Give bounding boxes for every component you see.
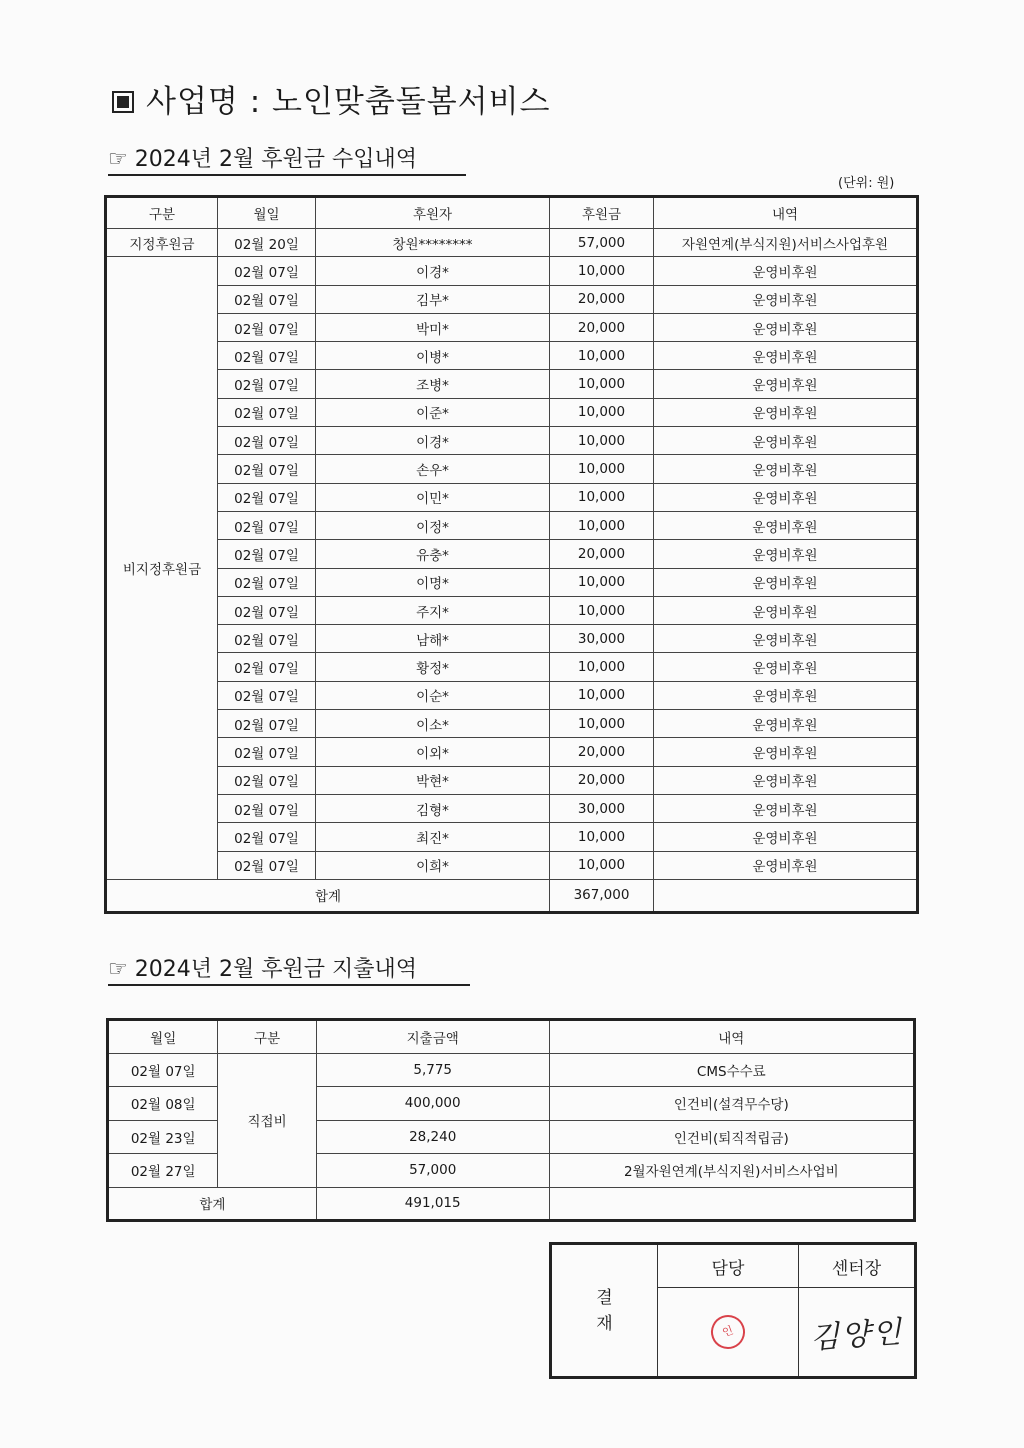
- cell-amount: 10,000: [550, 455, 654, 483]
- cell-donor: 박현*: [316, 766, 550, 794]
- cell-amount: 30,000: [550, 794, 654, 822]
- header-amount: 지출금액: [316, 1020, 549, 1054]
- cell-amount: 10,000: [550, 823, 654, 851]
- cell-date: 02월 07일: [218, 313, 316, 341]
- table-row: [106, 398, 918, 426]
- header-category: 구분: [106, 197, 218, 229]
- table-row: [106, 568, 918, 596]
- cell-date: 02월 07일: [218, 851, 316, 879]
- total-amount: 491,015: [316, 1187, 549, 1221]
- cell-donor: 최진*: [316, 823, 550, 851]
- cell-date: 02월 07일: [218, 823, 316, 851]
- cell-date: 02월 07일: [218, 596, 316, 624]
- cell-donor: 이병*: [316, 342, 550, 370]
- cell-date: 02월 07일: [218, 342, 316, 370]
- cell-description: 운영비후원: [654, 285, 918, 313]
- cell-date: 02월 07일: [218, 455, 316, 483]
- approval-label-1: 결: [596, 1287, 613, 1308]
- cell-description: 운영비후원: [654, 313, 918, 341]
- cell-date: 02월 20일: [218, 229, 316, 257]
- seal-stamp: 인: [706, 1310, 750, 1354]
- cell-amount: 10,000: [550, 653, 654, 681]
- cell-description: 운영비후원: [654, 455, 918, 483]
- cell-date: 02월 23일: [108, 1120, 218, 1154]
- cell-date: 02월 27일: [108, 1154, 218, 1188]
- cell-donor: 이정*: [316, 511, 550, 539]
- expense-table: [106, 1018, 916, 1222]
- staff-seal-cell: [657, 1288, 798, 1378]
- total-amount: 367,000: [550, 879, 654, 912]
- table-row: [106, 823, 918, 851]
- total-description: [549, 1187, 914, 1221]
- table-row: [106, 511, 918, 539]
- table-row: [106, 427, 918, 455]
- cell-amount: 10,000: [550, 342, 654, 370]
- cell-date: 02월 07일: [218, 625, 316, 653]
- non-designated-category: 비지정후원금: [106, 257, 218, 880]
- cell-description: 운영비후원: [654, 370, 918, 398]
- income-heading: ☞ 2024년 2월 후원금 수입내역: [108, 142, 466, 176]
- cell-description: 운영비후원: [654, 483, 918, 511]
- header-description: 내역: [654, 197, 918, 229]
- cell-description: 운영비후원: [654, 342, 918, 370]
- cell-amount: 10,000: [550, 568, 654, 596]
- cell-donor: 창원********: [316, 229, 550, 257]
- cell-amount: 10,000: [550, 370, 654, 398]
- table-row: [106, 738, 918, 766]
- cell-amount: 10,000: [550, 710, 654, 738]
- cell-donor: 이준*: [316, 398, 550, 426]
- square-bullet-icon: [112, 91, 134, 113]
- table-row: [106, 794, 918, 822]
- table-row: [106, 370, 918, 398]
- table-row: [106, 596, 918, 624]
- cell-amount: 20,000: [550, 540, 654, 568]
- cell-donor: 남해*: [316, 625, 550, 653]
- cell-amount: 10,000: [550, 851, 654, 879]
- cell-donor: 유충*: [316, 540, 550, 568]
- cell-amount: 10,000: [550, 398, 654, 426]
- cell-amount: 10,000: [550, 483, 654, 511]
- cell-date: 02월 08일: [108, 1087, 218, 1121]
- table-row: [106, 766, 918, 794]
- cell-amount: 57,000: [550, 229, 654, 257]
- cell-description: 운영비후원: [654, 794, 918, 822]
- table-row: [106, 540, 918, 568]
- header-date: 월일: [218, 197, 316, 229]
- cell-donor: 이순*: [316, 681, 550, 709]
- cell-date: 02월 07일: [218, 568, 316, 596]
- cell-donor: 이명*: [316, 568, 550, 596]
- total-description: [654, 879, 918, 912]
- document-title-text: 사업명 : 노인맞춤돌봄서비스: [146, 84, 551, 120]
- cell-description: 인건비(설격무수당): [549, 1087, 914, 1121]
- table-row: [106, 455, 918, 483]
- cell-amount: 400,000: [316, 1087, 549, 1121]
- cell-amount: 20,000: [550, 766, 654, 794]
- cell-donor: 이희*: [316, 851, 550, 879]
- cell-donor: 이소*: [316, 710, 550, 738]
- cell-donor: 김형*: [316, 794, 550, 822]
- cell-description: 운영비후원: [654, 540, 918, 568]
- cell-amount: 10,000: [550, 596, 654, 624]
- cell-date: 02월 07일: [218, 738, 316, 766]
- cell-description: 운영비후원: [654, 738, 918, 766]
- cell-description: 운영비후원: [654, 257, 918, 285]
- designated-category: 지정후원금: [106, 229, 218, 257]
- cell-description: 운영비후원: [654, 398, 918, 426]
- cell-amount: 10,000: [550, 257, 654, 285]
- cell-date: 02월 07일: [218, 398, 316, 426]
- cell-donor: 김부*: [316, 285, 550, 313]
- header-description: 내역: [549, 1020, 914, 1054]
- cell-date: 02월 07일: [218, 681, 316, 709]
- header-date: 월일: [108, 1020, 218, 1054]
- cell-amount: 57,000: [316, 1154, 549, 1188]
- cell-donor: 손우*: [316, 455, 550, 483]
- table-row: [106, 681, 918, 709]
- expense-total-row: [108, 1187, 915, 1221]
- cell-date: 02월 07일: [218, 766, 316, 794]
- table-row: [108, 1053, 915, 1087]
- cell-donor: 이민*: [316, 483, 550, 511]
- cell-description: 운영비후원: [654, 511, 918, 539]
- document-title: [112, 76, 551, 121]
- approval-label-2: 재: [596, 1313, 613, 1334]
- cell-amount: 30,000: [550, 625, 654, 653]
- cell-date: 02월 07일: [218, 540, 316, 568]
- cell-donor: 박미*: [316, 313, 550, 341]
- cell-donor: 조병*: [316, 370, 550, 398]
- cell-amount: 10,000: [550, 511, 654, 539]
- cell-date: 02월 07일: [218, 511, 316, 539]
- role-director: 센터장: [799, 1244, 916, 1288]
- handwritten-signature: 김양인: [809, 1314, 905, 1357]
- cell-donor: 황정*: [316, 653, 550, 681]
- table-row: [106, 653, 918, 681]
- director-signature-cell: [799, 1288, 916, 1378]
- cell-donor: 이외*: [316, 738, 550, 766]
- header-donor: 후원자: [316, 197, 550, 229]
- unit-label: (단위: 원): [838, 176, 895, 191]
- cell-description: 운영비후원: [654, 427, 918, 455]
- cell-date: 02월 07일: [218, 285, 316, 313]
- header-amount: 후원금: [550, 197, 654, 229]
- expense-category: 직접비: [218, 1053, 316, 1187]
- designated-row: [106, 229, 918, 257]
- cell-donor: 이경*: [316, 427, 550, 455]
- approval-box: [549, 1242, 917, 1379]
- expense-header-row: [108, 1020, 915, 1054]
- cell-date: 02월 07일: [218, 370, 316, 398]
- approval-label: [551, 1244, 658, 1378]
- cell-description: 운영비후원: [654, 710, 918, 738]
- cell-description: 운영비후원: [654, 681, 918, 709]
- cell-date: 02월 07일: [218, 710, 316, 738]
- income-table: [104, 195, 919, 914]
- cell-date: 02월 07일: [218, 794, 316, 822]
- cell-description: 2월자원연계(부식지원)서비스사업비: [549, 1154, 914, 1188]
- cell-description: 자원연계(부식지원)서비스사업후원: [654, 229, 918, 257]
- cell-donor: 이경*: [316, 257, 550, 285]
- cell-description: CMS수수료: [549, 1053, 914, 1087]
- table-row: [106, 851, 918, 879]
- cell-amount: 5,775: [316, 1053, 549, 1087]
- table-row: [106, 257, 918, 285]
- role-staff: 담당: [657, 1244, 798, 1288]
- cell-description: 운영비후원: [654, 568, 918, 596]
- cell-description: 운영비후원: [654, 596, 918, 624]
- cell-description: 운영비후원: [654, 766, 918, 794]
- header-category: 구분: [218, 1020, 316, 1054]
- total-label: 합계: [106, 879, 550, 912]
- cell-description: 운영비후원: [654, 625, 918, 653]
- table-row: [106, 285, 918, 313]
- cell-date: 02월 07일: [218, 257, 316, 285]
- cell-amount: 10,000: [550, 427, 654, 455]
- total-label: 합계: [108, 1187, 317, 1221]
- table-row: [106, 342, 918, 370]
- cell-date: 02월 07일: [218, 427, 316, 455]
- income-header-row: [106, 197, 918, 229]
- cell-date: 02월 07일: [108, 1053, 218, 1087]
- table-row: [106, 483, 918, 511]
- cell-amount: 10,000: [550, 681, 654, 709]
- cell-description: 운영비후원: [654, 823, 918, 851]
- cell-amount: 20,000: [550, 738, 654, 766]
- cell-description: 운영비후원: [654, 851, 918, 879]
- cell-date: 02월 07일: [218, 483, 316, 511]
- cell-amount: 28,240: [316, 1120, 549, 1154]
- cell-donor: 주지*: [316, 596, 550, 624]
- cell-description: 운영비후원: [654, 653, 918, 681]
- table-row: [106, 625, 918, 653]
- table-row: [106, 710, 918, 738]
- cell-amount: 20,000: [550, 285, 654, 313]
- income-total-row: [106, 879, 918, 912]
- table-row: [106, 313, 918, 341]
- cell-date: 02월 07일: [218, 653, 316, 681]
- cell-description: 인건비(퇴직적립금): [549, 1120, 914, 1154]
- expense-heading: ☞ 2024년 2월 후원금 지출내역: [108, 952, 470, 986]
- cell-amount: 20,000: [550, 313, 654, 341]
